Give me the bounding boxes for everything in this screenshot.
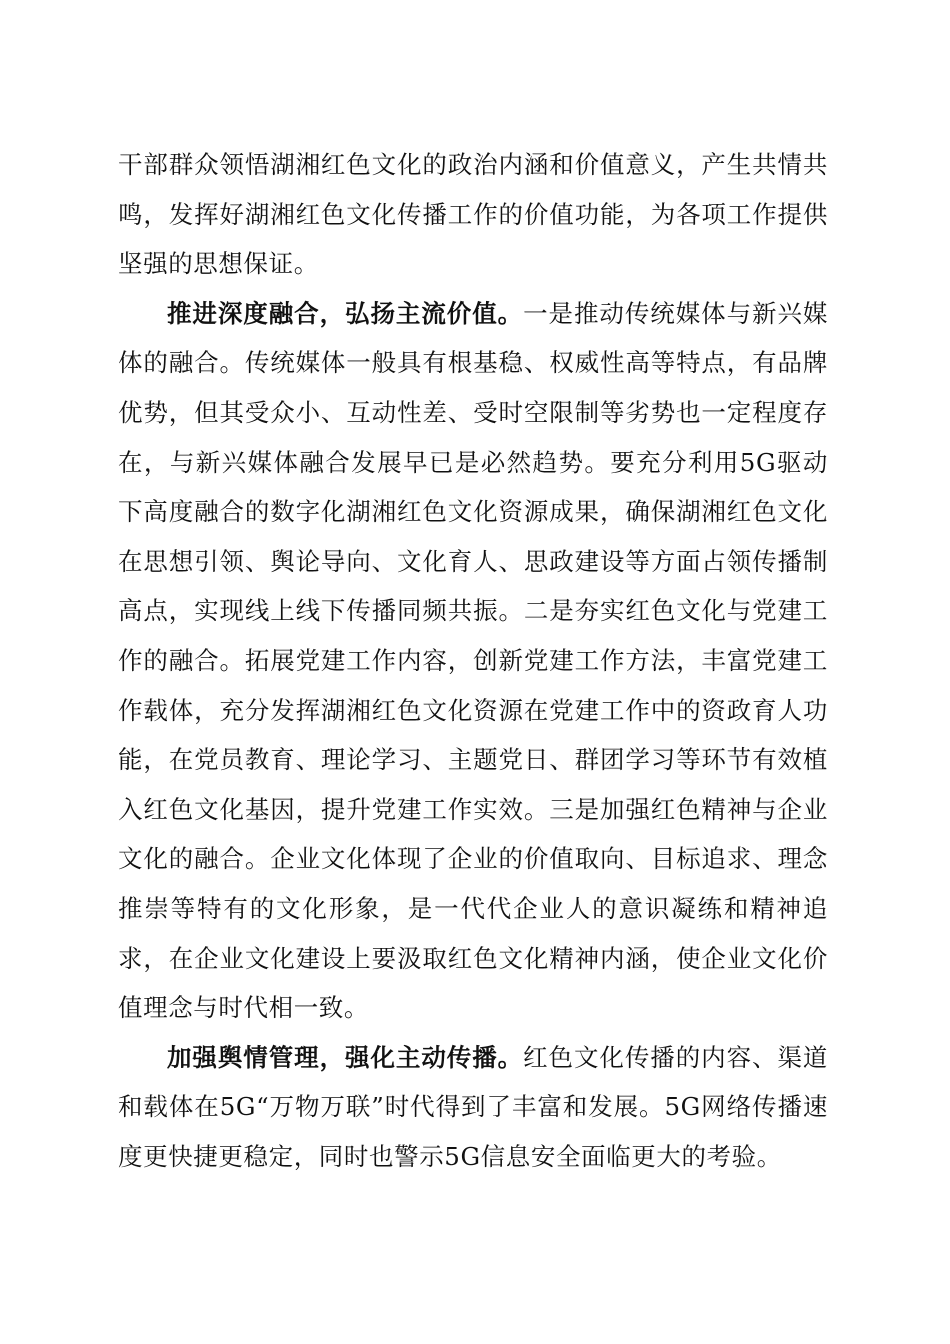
paragraph-public-opinion bbox=[118, 1033, 828, 1182]
paragraph-lead-heading: 加强舆情管理，强化主动传播。 bbox=[167, 1042, 524, 1072]
paragraph-body: 红色文化传播的内容、渠道和载体在5G“万物万联”时代得到了丰富和发展。5G网络传播速度更快捷更稳定，同时也警示5G信息安全面临更大的考验。 bbox=[118, 1042, 828, 1171]
paragraph-body: 干部群众领悟湖湘红色文化的政治内涵和价值意义，产生共情共鸣，发挥好湖湘红色文化传播工作的价值功能，为各项工作提供坚强的思想保证。 bbox=[118, 150, 828, 279]
paragraph-lead-heading: 推进深度融合，弘扬主流价值。 bbox=[167, 298, 524, 328]
document-body bbox=[118, 140, 828, 1181]
paragraph-body: 一是推动传统媒体与新兴媒体的融合。传统媒体一般具有根基稳、权威性高等特点，有品牌优势，但其受众小、互动性差、受时空限制等劣势也一定程度存在，与新兴媒体融合发展早已是必然趋势。要充分利用5G驱动下高度融合的数字化湖湘红色文化资源成果，确保湖湘红色文化在思想引领、舆论导向、文化育人、思政建设等方面占领传播制高点，实现线上线下传播同频共振。二是夯实红色文化与党建工作的融合。拓展党建工作内容，创新党建工作方法，丰富党建工作载体，充分发挥湖湘红色文化资源在党建工作中的资政育人功能，在党员教育、理论学习、主题党日、群团学习等环节有效植入红色文化基因，提升党建工作实效。三是加强红色精神与企业文化的融合。企业文化体现了企业的价值取向、目标追求、理念推崇等特有的文化形象，是一代代企业人的意识凝练和精神追求，在企业文化建设上要汲取红色文化精神内涵，使企业文化价值理念与时代相一致。 bbox=[118, 298, 828, 1023]
paragraph-continuation bbox=[118, 140, 828, 289]
paragraph-deep-integration bbox=[118, 289, 828, 1033]
